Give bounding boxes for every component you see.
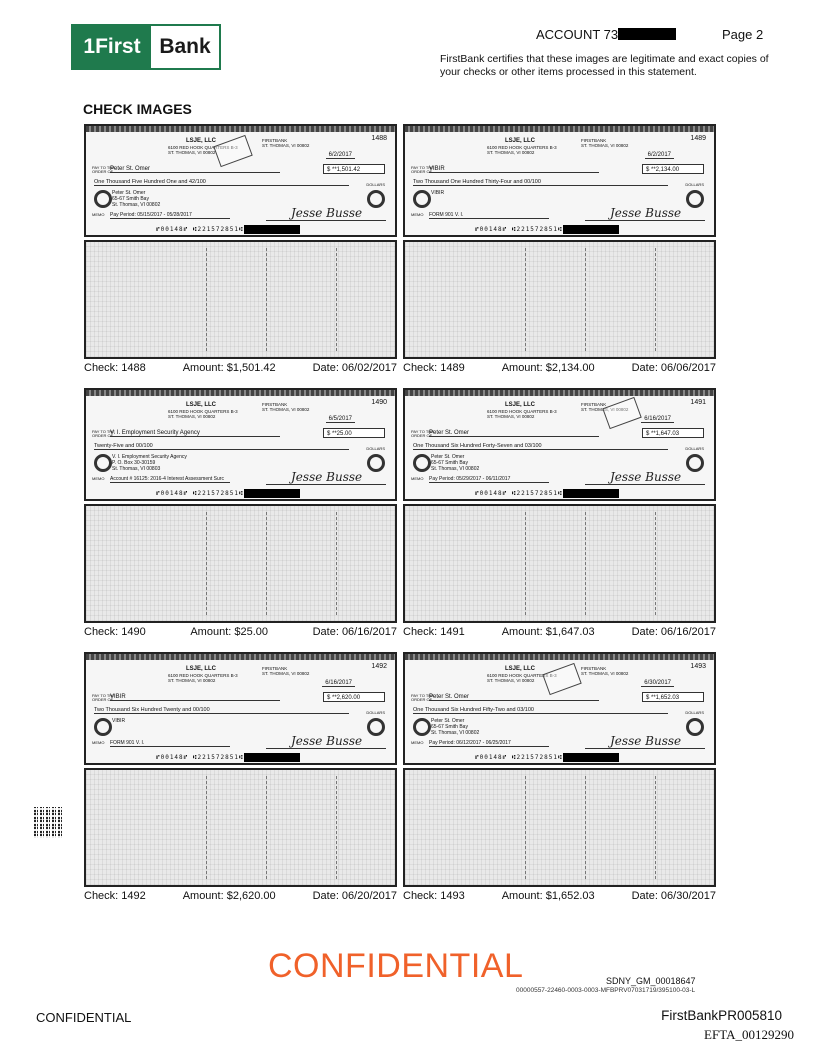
check-date: 6/30/2017 xyxy=(641,680,674,687)
check-payee-address: Peter St. Omer 65-67 Smith Bay St. Thomas, VI 00802 xyxy=(431,718,480,736)
caption-date: Date: 06/30/2017 xyxy=(631,890,716,902)
endorsement-band xyxy=(585,512,586,615)
endorsement-band xyxy=(655,248,656,351)
memo-label: MEMO xyxy=(411,212,424,217)
check-memo: Pay Period: 05/15/2017 - 05/28/2017 xyxy=(110,212,230,219)
check-company-address: 6100 RED HOOK QUARTERS B-3 ST. THOMAS, VI 00802 xyxy=(168,673,238,683)
check-company-name: LSJE, LLC xyxy=(186,666,217,672)
check-item xyxy=(84,652,397,903)
endorsement-band xyxy=(206,512,207,615)
check-payee: V. I. Employment Security Agency xyxy=(110,430,280,437)
caption-check-number: Check: 1491 xyxy=(403,626,465,638)
check-back-image xyxy=(84,504,397,623)
endorsement-band xyxy=(585,248,586,351)
check-memo: Account # 16125: 2016-4 Interest Assessment Surc xyxy=(110,476,230,483)
check-signature: Jesse Busse xyxy=(610,470,682,484)
check-payee: Peter St. Omer xyxy=(110,166,280,173)
check-amount-box: $ **25.00 xyxy=(323,428,385,438)
pay-to-label: PAY TO THE ORDER OF xyxy=(411,693,434,702)
endorsement-band xyxy=(525,248,526,351)
check-front-image xyxy=(403,388,716,501)
redaction-box xyxy=(563,489,619,498)
section-title: CHECK IMAGES xyxy=(83,101,192,117)
check-payee-address: V. I. Employment Security Agency P. O. Box 30-30159 St. Thomas, VI 00803 xyxy=(112,454,187,472)
check-item xyxy=(84,388,397,639)
endorsement-band xyxy=(585,776,586,879)
security-banner xyxy=(405,126,714,132)
check-written-amount: Two Thousand One Hundred Thirty-Four and 00/100 xyxy=(413,179,668,186)
caption-date: Date: 06/16/2017 xyxy=(631,626,716,638)
check-company-address: 6100 RED HOOK QUARTERS B-3 ST. THOMAS, VI 00802 xyxy=(487,673,557,683)
check-payee: Peter St. Omer xyxy=(429,430,599,437)
check-payee: VIBIR xyxy=(429,166,599,173)
check-company-address: 6100 RED HOOK QUARTERS B-3 ST. THOMAS, VI 00802 xyxy=(487,409,557,419)
endorsement-band xyxy=(525,776,526,879)
check-front-image xyxy=(403,652,716,765)
check-company-name: LSJE, LLC xyxy=(505,138,536,144)
check-amount-box: $ **2,134.00 xyxy=(642,164,704,174)
endorsement-band xyxy=(266,248,267,351)
check-bank-name: FIRSTBANK ST. THOMAS, VI 00802 xyxy=(262,402,310,412)
check-amount-box: $ **2,620.00 xyxy=(323,692,385,702)
endorsement-band xyxy=(655,776,656,879)
firstbank-logo xyxy=(71,24,221,70)
caption-amount: Amount: $1,501.42 xyxy=(182,362,276,374)
memo-label: MEMO xyxy=(92,212,105,217)
check-payee-address: VIBIR xyxy=(431,190,445,196)
memo-label: MEMO xyxy=(92,740,105,745)
circle-mark-icon xyxy=(413,454,431,472)
endorsement-band xyxy=(336,512,337,615)
check-bank-name: FIRSTBANK ST. THOMAS, VI 00802 xyxy=(581,138,629,148)
check-micr-line: ⑈00148⑈ ⑆221572851⑆ xyxy=(475,226,563,233)
check-company-address: 6100 RED HOOK QUARTERS B-3 ST. THOMAS, VI 00802 xyxy=(487,145,557,155)
check-written-amount: One Thousand Six Hundred Forty-Seven and 03/100 xyxy=(413,443,668,450)
caption-check-number: Check: 1489 xyxy=(403,362,465,374)
check-back-image xyxy=(84,240,397,359)
check-front-image xyxy=(84,124,397,237)
redaction-box xyxy=(563,753,619,762)
check-number: 1488 xyxy=(371,135,387,142)
check-company-name: LSJE, LLC xyxy=(186,402,217,408)
memo-label: MEMO xyxy=(411,476,424,481)
check-number: 1490 xyxy=(371,399,387,406)
circle-mark-icon xyxy=(413,718,431,736)
check-number: 1492 xyxy=(371,663,387,670)
check-memo: Pay Period: 06/12/2017 - 06/25/2017 xyxy=(429,740,549,747)
endorsement-band xyxy=(655,512,656,615)
check-micr-line: ⑈00148⑈ ⑆221572851⑆ xyxy=(156,754,244,761)
logo-wordmark: Bank xyxy=(159,35,211,58)
endorsement-band xyxy=(525,512,526,615)
caption-date: Date: 06/06/2017 xyxy=(631,362,716,374)
circle-mark-icon xyxy=(367,454,385,472)
redaction-box xyxy=(244,225,300,234)
check-company-name: LSJE, LLC xyxy=(505,402,536,408)
memo-label: MEMO xyxy=(92,476,105,481)
check-number: 1489 xyxy=(690,135,706,142)
qr-code-icon xyxy=(34,807,63,838)
check-front-image xyxy=(84,652,397,765)
check-date: 6/2/2017 xyxy=(326,152,355,159)
check-payee: Peter St. Omer xyxy=(429,694,599,701)
account-number xyxy=(536,27,676,42)
check-bank-name: FIRSTBANK ST. THOMAS, VI 00802 xyxy=(262,138,310,148)
signature-line xyxy=(266,220,386,221)
pay-to-label: PAY TO THE ORDER OF xyxy=(411,429,434,438)
confidential-stamp: CONFIDENTIAL xyxy=(268,947,524,985)
dollars-label: DOLLARS xyxy=(685,446,704,451)
caption-amount: Amount: $2,620.00 xyxy=(182,890,276,902)
dollars-label: DOLLARS xyxy=(685,182,704,187)
circle-mark-icon xyxy=(413,190,431,208)
check-written-amount: One Thousand Five Hundred One and 42/100 xyxy=(94,179,349,186)
circle-mark-icon xyxy=(94,190,112,208)
security-banner xyxy=(86,654,395,660)
caption-amount: Amount: $25.00 xyxy=(190,626,269,638)
logo-mark: 1First xyxy=(73,26,151,68)
check-number: 1491 xyxy=(690,399,706,406)
batch-id: 00000557-22460-0003-0003-MFBPRV07031719/395100-03-L xyxy=(516,987,696,994)
check-written-amount: One Thousand Six Hundred Fifty-Two and 03/100 xyxy=(413,707,668,714)
circle-mark-icon xyxy=(367,190,385,208)
check-back-image xyxy=(403,240,716,359)
check-item xyxy=(84,124,397,375)
circle-mark-icon xyxy=(367,718,385,736)
caption-date: Date: 06/16/2017 xyxy=(312,626,397,638)
check-front-image xyxy=(403,124,716,237)
pay-to-label: PAY TO THE ORDER OF xyxy=(92,165,115,174)
check-memo: FORM 901 V. I. xyxy=(429,212,549,219)
check-payee-address: Peter St. Omer 65-67 Smith Bay St. Thomas, VI 00802 xyxy=(112,190,161,208)
check-memo: Pay Period: 05/29/2017 - 06/11/2017 xyxy=(429,476,549,483)
check-micr-line: ⑈00148⑈ ⑆221572851⑆ xyxy=(475,490,563,497)
security-banner xyxy=(86,390,395,396)
circle-mark-icon xyxy=(94,718,112,736)
check-caption xyxy=(403,362,716,374)
caption-check-number: Check: 1488 xyxy=(84,362,146,374)
check-signature: Jesse Busse xyxy=(610,734,682,748)
check-payee-address: VIBIR xyxy=(112,718,126,724)
signature-line xyxy=(585,484,705,485)
signature-line xyxy=(585,220,705,221)
check-front-image xyxy=(84,388,397,501)
circle-mark-icon xyxy=(94,454,112,472)
circle-mark-icon xyxy=(686,190,704,208)
security-banner xyxy=(405,654,714,660)
caption-check-number: Check: 1493 xyxy=(403,890,465,902)
check-company-name: LSJE, LLC xyxy=(505,666,536,672)
check-bank-name: FIRSTBANK ST. THOMAS, VI 00802 xyxy=(262,666,310,676)
check-bank-name: FIRSTBANK ST. THOMAS, VI 00802 xyxy=(581,666,629,676)
check-bank-name: FIRSTBANK ST. THOMAS, VI 00802 xyxy=(581,402,629,412)
circle-mark-icon xyxy=(686,454,704,472)
check-micr-line: ⑈00148⑈ ⑆221572851⑆ xyxy=(156,490,244,497)
check-signature: Jesse Busse xyxy=(291,206,363,220)
check-memo: FORM 901 V. I. xyxy=(110,740,230,747)
check-number: 1493 xyxy=(690,663,706,670)
check-date: 6/2/2017 xyxy=(645,152,674,159)
endorsement-band xyxy=(336,248,337,351)
efta-number: EFTA_00129290 xyxy=(704,1027,794,1042)
check-written-amount: Twenty-Five and 00/100 xyxy=(94,443,349,450)
endorsement-band xyxy=(336,776,337,879)
check-company-address: 6100 RED HOOK QUARTERS B-3 ST. THOMAS, VI 00802 xyxy=(168,409,238,419)
endorsement-band xyxy=(266,776,267,879)
check-caption xyxy=(403,890,716,902)
caption-check-number: Check: 1492 xyxy=(84,890,146,902)
endorsement-band xyxy=(206,248,207,351)
caption-amount: Amount: $2,134.00 xyxy=(501,362,595,374)
bank-stamp-icon xyxy=(213,135,252,167)
confidential-footer: CONFIDENTIAL xyxy=(36,1010,132,1025)
redaction-box xyxy=(244,753,300,762)
certification-text: FirstBank certifies that these images are legitimate and exact copies of your checks or other items processed in this statement. xyxy=(440,53,769,78)
check-company-address: 6100 RED HOOK QUARTERS B-3 ST. THOMAS, VI 00802 xyxy=(168,145,238,155)
check-back-image xyxy=(84,768,397,887)
check-signature: Jesse Busse xyxy=(291,734,363,748)
check-back-image xyxy=(403,768,716,887)
check-payee-address: Peter St. Omer 65-67 Smith Bay St. Thomas, VI 00802 xyxy=(431,454,480,472)
signature-line xyxy=(266,748,386,749)
redaction-box xyxy=(244,489,300,498)
check-back-image xyxy=(403,504,716,623)
dollars-label: DOLLARS xyxy=(366,182,385,187)
endorsement-band xyxy=(266,512,267,615)
dollars-label: DOLLARS xyxy=(685,710,704,715)
redaction-box xyxy=(618,28,676,40)
check-caption xyxy=(403,626,716,638)
bates-number: FirstBankPR005810 xyxy=(661,1008,782,1023)
pay-to-label: PAY TO THE ORDER OF xyxy=(92,429,115,438)
caption-date: Date: 06/02/2017 xyxy=(312,362,397,374)
check-item xyxy=(403,388,716,639)
check-date: 6/5/2017 xyxy=(326,416,355,423)
pay-to-label: PAY TO THE ORDER OF xyxy=(92,693,115,702)
pay-to-label: PAY TO THE ORDER OF xyxy=(411,165,434,174)
account-label: ACCOUNT 73 xyxy=(536,27,619,42)
caption-amount: Amount: $1,652.03 xyxy=(501,890,595,902)
check-micr-line: ⑈00148⑈ ⑆221572851⑆ xyxy=(475,754,563,761)
security-banner xyxy=(86,126,395,132)
check-caption xyxy=(84,890,397,902)
security-banner xyxy=(405,390,714,396)
circle-mark-icon xyxy=(686,718,704,736)
check-date: 6/16/2017 xyxy=(641,416,674,423)
check-payee: VIBIR xyxy=(110,694,280,701)
check-caption xyxy=(84,626,397,638)
check-signature: Jesse Busse xyxy=(610,206,682,220)
check-item xyxy=(403,652,716,903)
caption-check-number: Check: 1490 xyxy=(84,626,146,638)
check-company-name: LSJE, LLC xyxy=(186,138,217,144)
dollars-label: DOLLARS xyxy=(366,446,385,451)
check-signature: Jesse Busse xyxy=(291,470,363,484)
caption-date: Date: 06/20/2017 xyxy=(312,890,397,902)
memo-label: MEMO xyxy=(411,740,424,745)
caption-amount: Amount: $1,647.03 xyxy=(501,626,595,638)
check-amount-box: $ **1,501.42 xyxy=(323,164,385,174)
check-caption xyxy=(84,362,397,374)
redaction-box xyxy=(563,225,619,234)
dollars-label: DOLLARS xyxy=(366,710,385,715)
check-date: 6/16/2017 xyxy=(322,680,355,687)
sdny-bates: SDNY_GM_00018647 xyxy=(606,976,696,986)
bank-stamp-icon xyxy=(542,663,581,695)
page-number: Page 2 xyxy=(722,27,764,42)
check-item xyxy=(403,124,716,375)
signature-line xyxy=(266,484,386,485)
signature-line xyxy=(585,748,705,749)
check-amount-box: $ **1,652.03 xyxy=(642,692,704,702)
check-micr-line: ⑈00148⑈ ⑆221572851⑆ xyxy=(156,226,244,233)
endorsement-band xyxy=(206,776,207,879)
check-written-amount: Two Thousand Six Hundred Twenty and 00/100 xyxy=(94,707,349,714)
check-amount-box: $ **1,647.03 xyxy=(642,428,704,438)
